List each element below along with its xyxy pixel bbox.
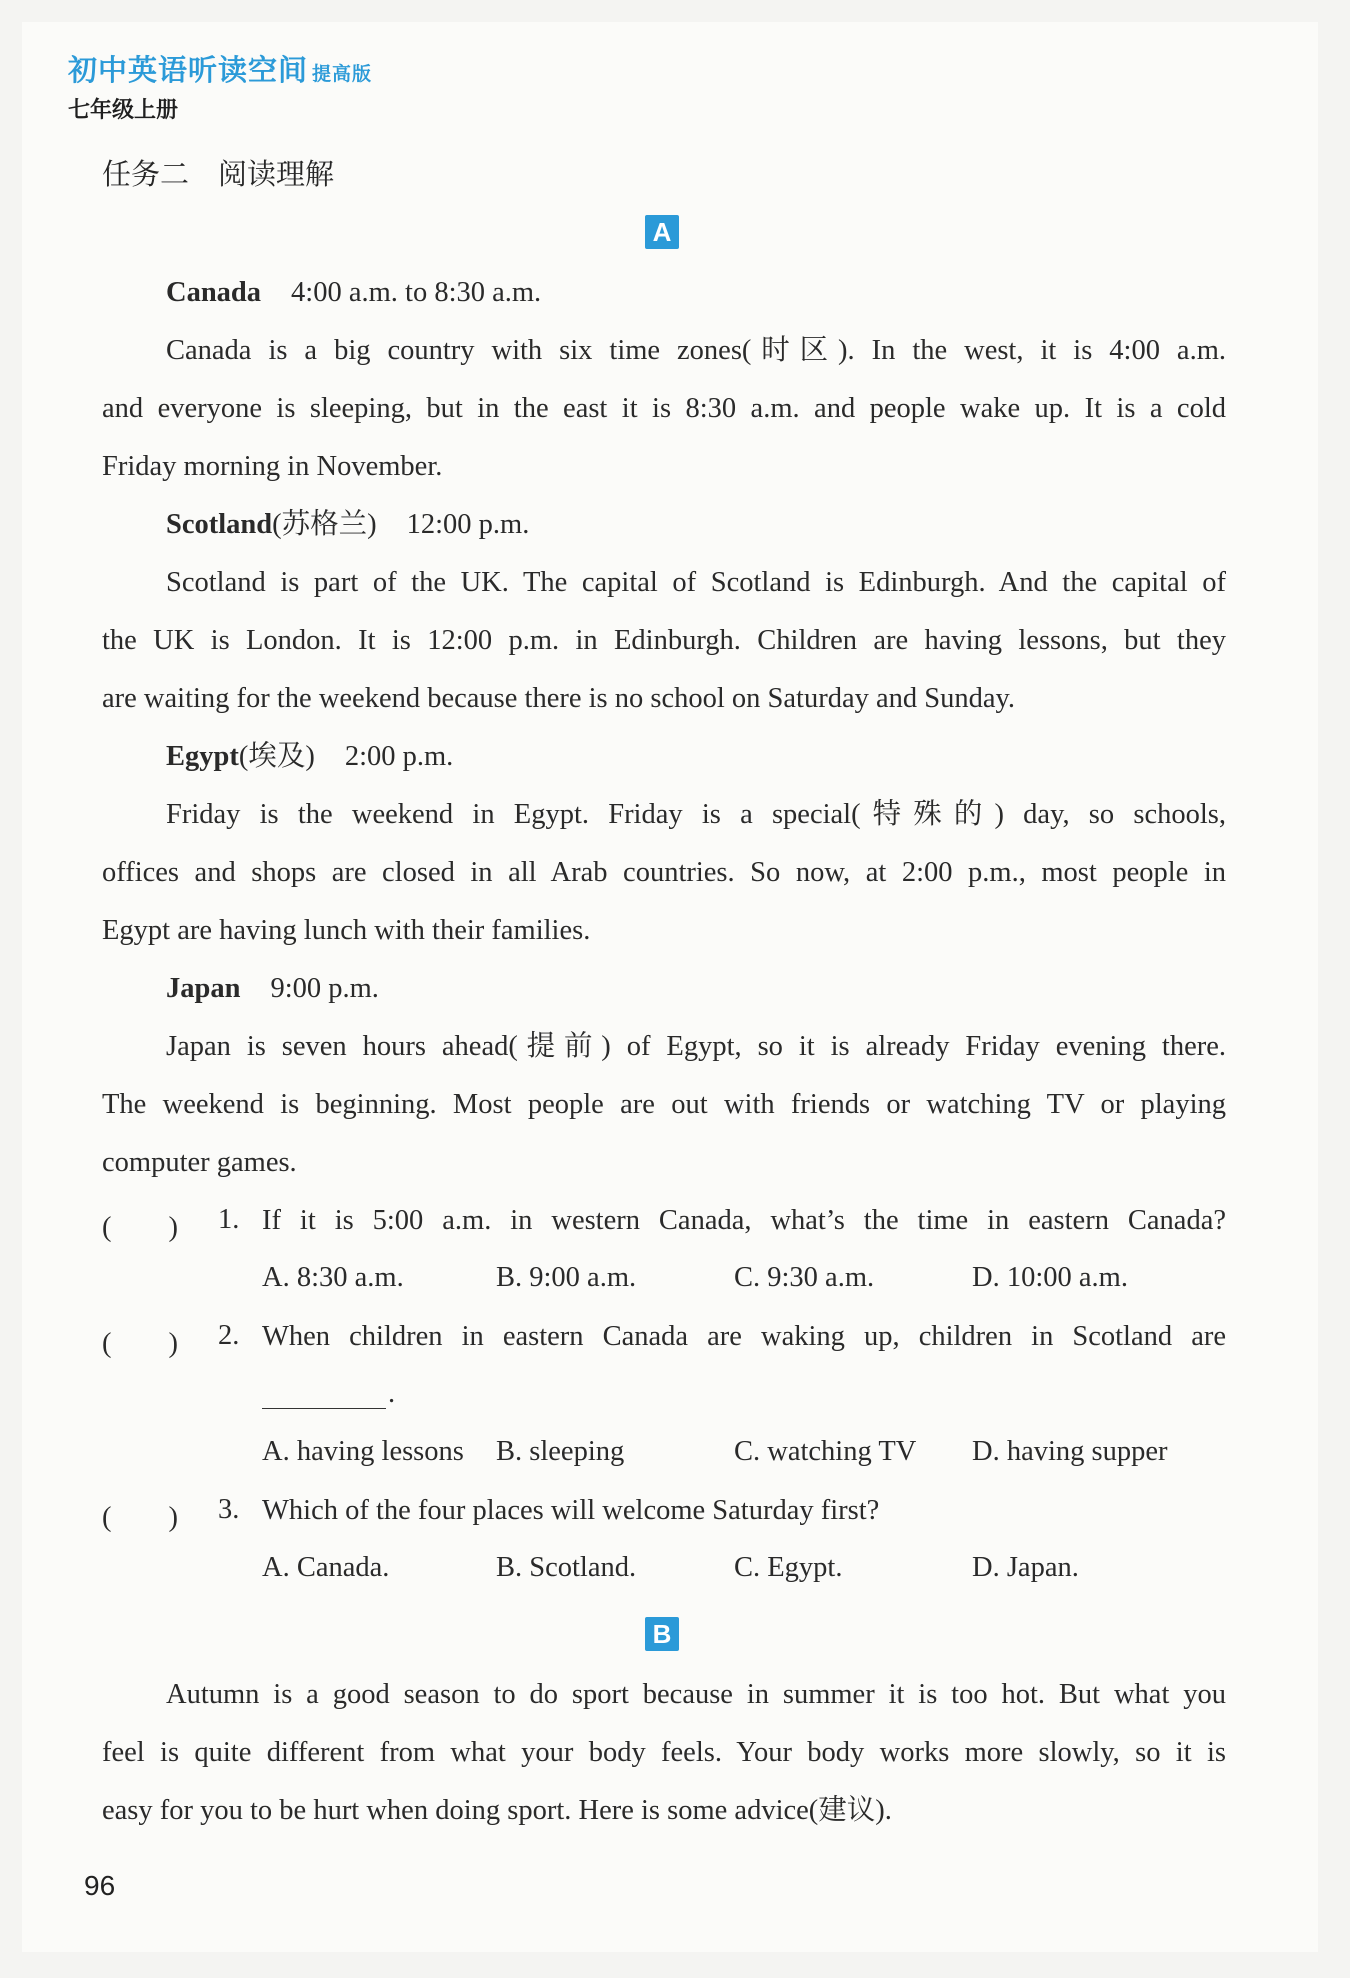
page-header: [68, 48, 372, 124]
q2-option-d: D. having supper: [972, 1436, 1168, 1467]
answer-blank-1[interactable]: ( ): [102, 1212, 178, 1243]
q2-option-c: C. watching TV: [734, 1436, 917, 1467]
japan-line-2: The weekend is beginning. Most people are out with friends or watching TV or playing: [102, 1089, 1226, 1120]
scotland-time: 12:00 p.m.: [406, 509, 530, 540]
task-title: 任务二 阅读理解: [102, 157, 335, 191]
egypt-time: 2:00 p.m.: [344, 741, 454, 772]
egypt-line-2: offices and shops are closed in all Arab countries. So now, at 2:00 p.m., most people in: [102, 857, 1226, 888]
q1-option-c: C. 9:30 a.m.: [734, 1262, 875, 1293]
question-text-3: Which of the four places will welcome Saturday first?: [262, 1495, 880, 1526]
question-number-2: 2.: [218, 1320, 240, 1351]
japan-time: 9:00 p.m.: [270, 973, 379, 1004]
question-text-2: When children in eastern Canada are waking up, children in Scotland are: [262, 1321, 1226, 1352]
japan-line-1: Japan is seven hours ahead(提前) of Egypt, so it is already Friday evening there.: [166, 1031, 1226, 1062]
canada-line-1: Canada is a big country with six time zones(时区). In the west, it is 4:00 a.m.: [166, 335, 1226, 366]
canada-heading: [166, 276, 541, 310]
scotland-gloss: (苏格兰): [272, 509, 377, 540]
egypt-gloss: (埃及): [238, 741, 315, 772]
canada-name: Canada: [166, 277, 262, 308]
q1-option-d: D. 10:00 a.m.: [972, 1262, 1128, 1293]
egypt-line-3: Egypt are having lunch with their families.: [102, 915, 591, 946]
scotland-name: Scotland: [166, 509, 273, 540]
section-b-line-1: Autumn is a good season to do sport because in summer it is too hot. But what you: [166, 1679, 1226, 1710]
question-number-1: 1.: [218, 1204, 240, 1235]
question-text-1: If it is 5:00 a.m. in western Canada, what’s the time in eastern Canada?: [262, 1205, 1226, 1236]
q3-option-b: B. Scotland.: [496, 1552, 637, 1583]
section-b-line-2: feel is quite different from what your body feels. Your body works more slowly, so it is: [102, 1737, 1226, 1768]
scotland-line-2: the UK is London. It is 12:00 p.m. in Edinburgh. Children are having lessons, but they: [102, 625, 1226, 656]
q1-option-a: A. 8:30 a.m.: [262, 1262, 404, 1293]
egypt-line-1: Friday is the weekend in Egypt. Friday is a special(特殊的) day, so schools,: [166, 799, 1226, 830]
q3-option-c: C. Egypt.: [734, 1552, 843, 1583]
section-b-line-3: easy for you to be hurt when doing sport. Here is some advice(建议).: [102, 1795, 892, 1826]
book-title-text: 初中英语听读空间: [68, 53, 309, 87]
book-title: [68, 48, 372, 89]
egypt-heading: [166, 740, 453, 774]
section-a-badge: A: [645, 215, 679, 249]
grade-label: 七年级上册: [68, 98, 179, 123]
edition-label: 提高版: [312, 63, 373, 85]
scotland-line-1: Scotland is part of the UK. The capital of Scotland is Edinburgh. And the capital of: [166, 567, 1226, 598]
canada-line-2: and everyone is sleeping, but in the east it is 8:30 a.m. and people wake up. It is a cold: [102, 393, 1226, 424]
scotland-heading: [166, 508, 529, 542]
answer-blank-2[interactable]: ( ): [102, 1328, 178, 1359]
q3-option-d: D. Japan.: [972, 1552, 1079, 1583]
scotland-line-3: are waiting for the weekend because there is no school on Saturday and Sunday.: [102, 683, 1016, 714]
japan-heading: [166, 972, 379, 1006]
egypt-name: Egypt: [166, 741, 239, 772]
japan-line-3: computer games.: [102, 1147, 297, 1178]
japan-name: Japan: [166, 973, 241, 1004]
q1-option-b: B. 9:00 a.m.: [496, 1262, 637, 1293]
canada-time: 4:00 a.m. to 8:30 a.m.: [291, 277, 542, 308]
section-b-badge: B: [645, 1617, 679, 1651]
q2-option-a: A. having lessons: [262, 1436, 464, 1467]
canada-line-3: Friday morning in November.: [102, 451, 443, 482]
blank-period: .: [388, 1378, 396, 1409]
q3-option-a: A. Canada.: [262, 1552, 390, 1583]
answer-blank-3[interactable]: ( ): [102, 1502, 178, 1533]
q2-option-b: B. sleeping: [496, 1436, 625, 1467]
fill-in-blank-line: [262, 1408, 386, 1409]
page-number: 96: [84, 1870, 116, 1901]
question-number-3: 3.: [218, 1494, 240, 1525]
